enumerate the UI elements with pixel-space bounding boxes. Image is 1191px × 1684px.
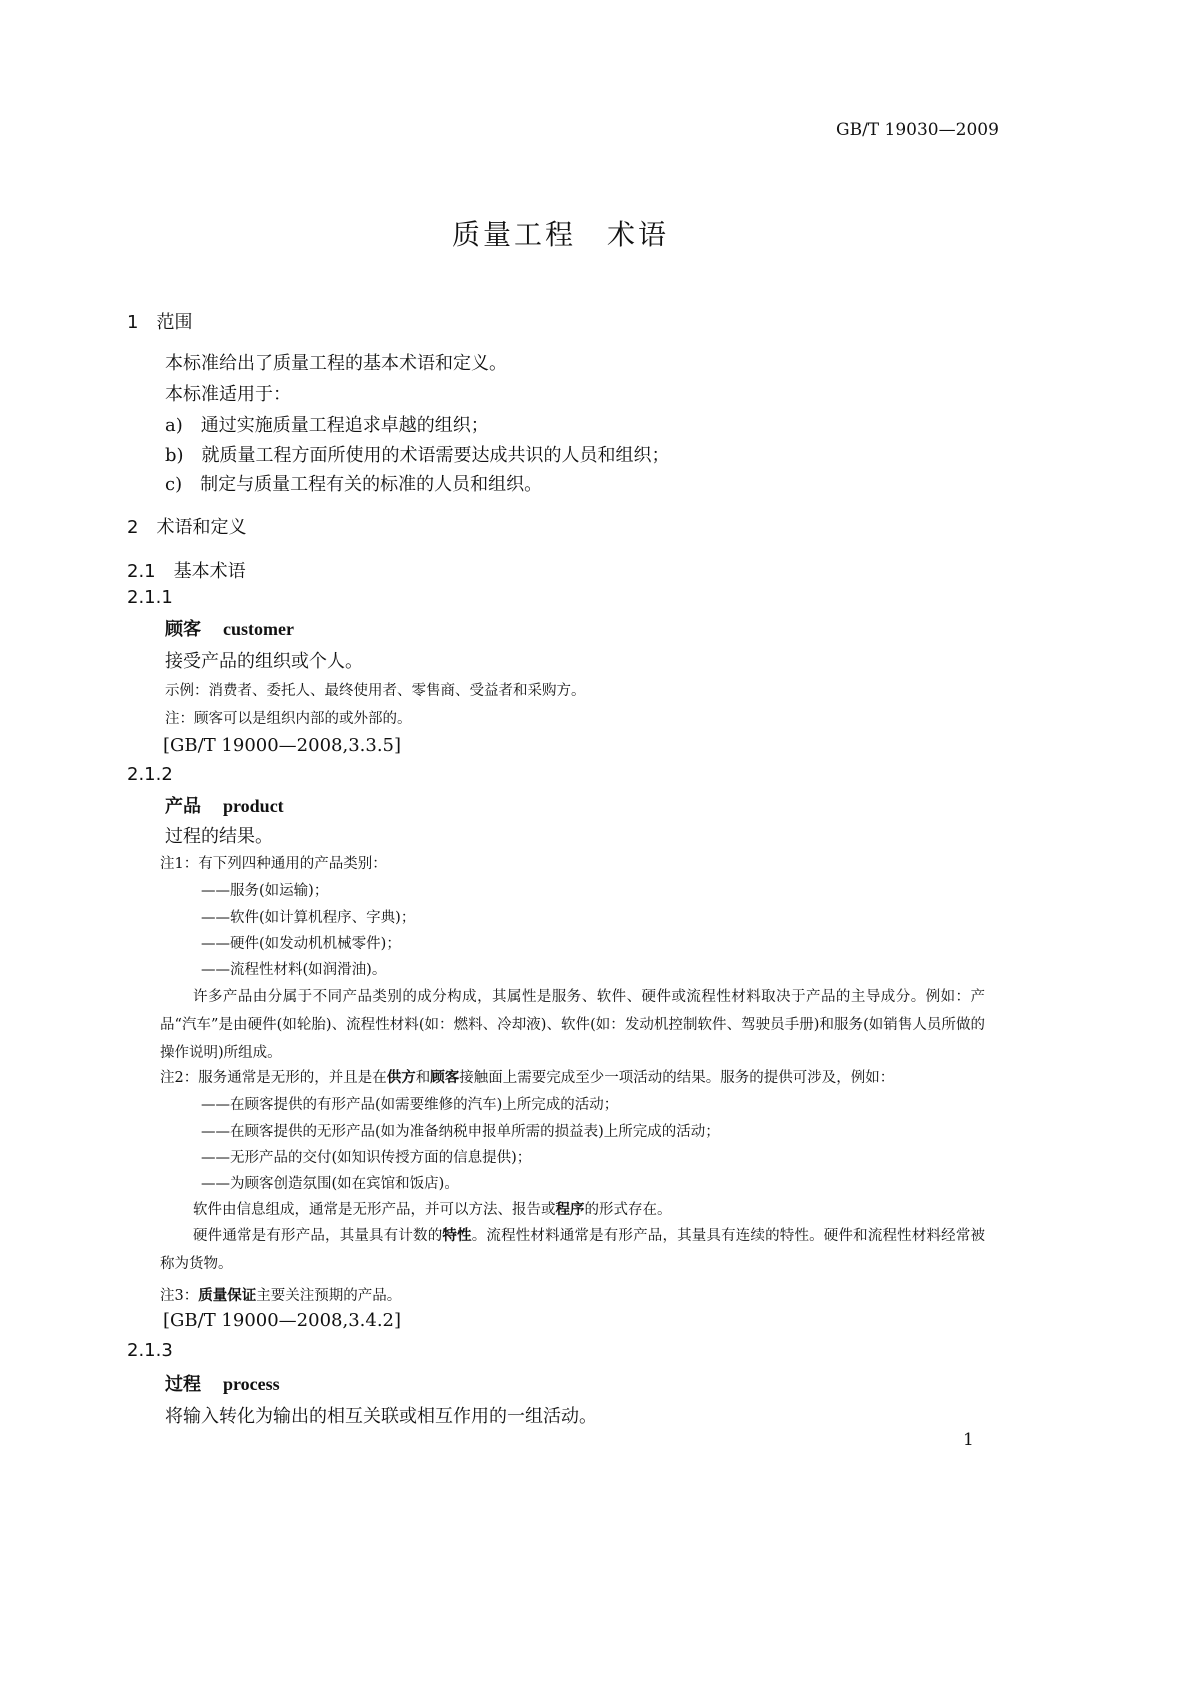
software-text: 软件由信息组成，通常是无形产品，并可以方法、报告或 — [193, 1202, 556, 1218]
section-1-heading: 1 范围 — [127, 312, 193, 333]
term-number-2-1-3: 2.1.3 — [127, 1340, 173, 1361]
note-customer: 注：顾客可以是组织内部的或外部的。 — [165, 711, 412, 727]
section-2-1-heading: 2.1 基本术语 — [127, 561, 246, 582]
note-2-item: ——在顾客提供的有形产品(如需要维修的汽车)上所完成的活动； — [201, 1097, 619, 1113]
reference-customer: [GB/T 19000—2008,3.3.5] — [163, 735, 402, 756]
note-2-text: 和 — [415, 1070, 431, 1086]
term-link-quality-assurance: 质量保证 — [198, 1288, 257, 1304]
note-2-text: 注2：服务通常是无形的，并且是在 — [160, 1070, 387, 1086]
software-paragraph — [193, 1198, 672, 1219]
term-zh: 产品 — [165, 796, 201, 817]
note-1-heading: 注1：有下列四种通用的产品类别： — [160, 856, 387, 872]
note-3 — [160, 1284, 401, 1305]
definition-process: 将输入转化为输出的相互关联或相互作用的一组活动。 — [165, 1406, 597, 1427]
hardware-text: 。流程性材料通常是有形产品，其量具有连续的特性。硬件和流程性材料经常被称为货物。 — [160, 1228, 986, 1272]
note-1-item: ——软件(如计算机程序、字典)； — [201, 910, 416, 926]
note-2-item: ——无形产品的交付(如知识传授方面的信息提供)； — [201, 1150, 532, 1166]
note-1-item: ——硬件(如发动机机械零件)； — [201, 936, 401, 952]
term-product — [165, 792, 284, 818]
scope-paragraph-1: 本标准给出了质量工程的基本术语和定义。 — [165, 353, 507, 374]
term-customer — [165, 615, 294, 641]
scope-item-b: b) 就质量工程方面所使用的术语需要达成共识的人员和组织； — [165, 445, 670, 466]
note-2-text: 接触面上需要完成至少一项活动的结果。服务的提供可涉及，例如： — [459, 1070, 895, 1086]
note-2-item: ——在顾客提供的无形产品(如为准备纳税申报单所需的损益表)上所完成的活动； — [201, 1124, 720, 1140]
software-text: 的形式存在。 — [584, 1202, 672, 1218]
term-zh: 顾客 — [165, 619, 201, 640]
scope-paragraph-2: 本标准适用于： — [165, 384, 291, 405]
term-number-2-1-2: 2.1.2 — [127, 764, 173, 785]
standard-code: GB/T 19030—2009 — [836, 120, 999, 140]
example-customer: 示例：消费者、委托人、最终使用者、零售商、受益者和采购方。 — [165, 683, 586, 699]
hardware-text: 硬件通常是有形产品，其量具有计数的 — [193, 1228, 443, 1244]
section-2-heading: 2 术语和定义 — [127, 517, 247, 538]
scope-item-c: c) 制定与质量工程有关的标准的人员和组织。 — [165, 474, 543, 495]
note-1-item: ——流程性材料(如润滑油)。 — [201, 962, 387, 978]
note-2-item: ——为顾客创造氛围(如在宾馆和饭店)。 — [201, 1176, 459, 1192]
term-link-characteristic: 特性 — [442, 1228, 472, 1244]
note-3-text: 注3： — [160, 1288, 199, 1304]
term-number-2-1-1: 2.1.1 — [127, 587, 173, 608]
reference-product: [GB/T 19000—2008,3.4.2] — [163, 1310, 402, 1331]
term-link-procedure: 程序 — [555, 1202, 585, 1218]
term-en: product — [223, 796, 284, 816]
term-zh: 过程 — [165, 1374, 201, 1395]
scope-item-a: a) 通过实施质量工程追求卓越的组织； — [165, 415, 489, 436]
page-number: 1 — [963, 1430, 974, 1450]
hardware-paragraph — [160, 1222, 985, 1278]
note-1-paragraph: 许多产品由分属于不同产品类别的成分构成，其属性是服务、软件、硬件或流程性材料取决于产品的主导成分。例如：产品“汽车”是由硬件(如轮胎)、流程性材料(如：燃料、冷却液)、软件(如：发动机控制软件、驾驶员手册)和服务(如销售人员所做的操作说明)所组成。 — [160, 989, 985, 1061]
term-en: process — [223, 1374, 280, 1394]
definition-product: 过程的结果。 — [165, 826, 273, 847]
term-en: customer — [223, 619, 294, 639]
note-1-item: ——服务(如运输)； — [201, 883, 329, 899]
document-title: 质量工程 术语 — [452, 218, 670, 251]
note-2-heading — [160, 1066, 894, 1087]
term-link-customer: 顾客 — [430, 1070, 460, 1086]
term-process — [165, 1370, 280, 1396]
definition-customer: 接受产品的组织或个人。 — [165, 651, 363, 672]
note-3-text: 主要关注预期的产品。 — [256, 1288, 402, 1304]
term-link-supplier: 供方 — [386, 1070, 416, 1086]
